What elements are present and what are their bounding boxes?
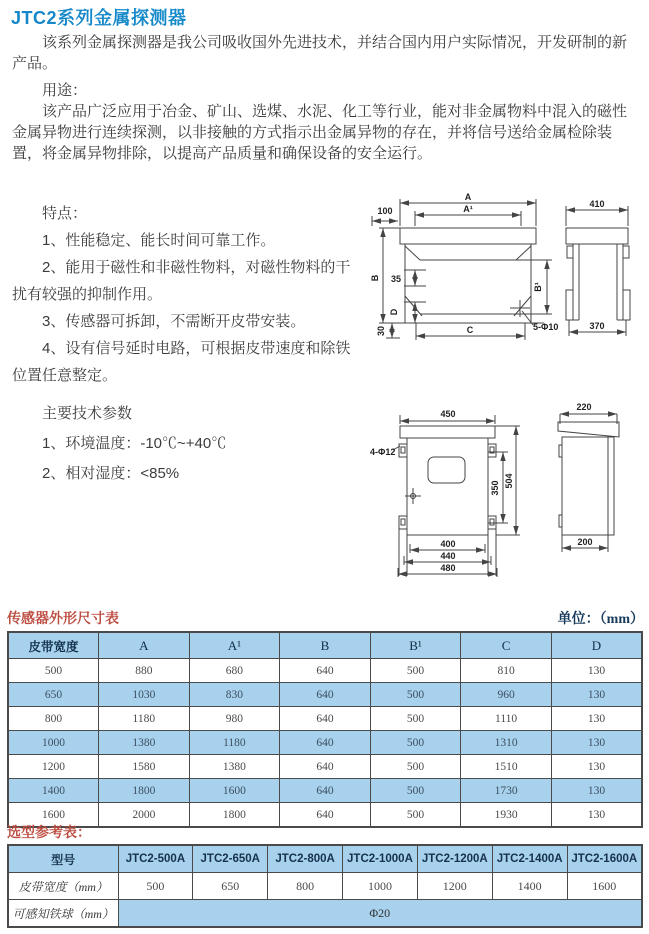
row-label-belt-width: 皮带宽度（mm） [8,873,118,900]
col-header-B: B [280,632,371,659]
dim-cell: 1200 [8,755,99,779]
dim-label-B1: B¹ [533,282,543,292]
sel-cell: 1400 [492,873,567,900]
dim-cell: 810 [461,659,552,683]
dim-cell: 500 [370,683,461,707]
dim-cell: 680 [189,659,280,683]
dim-cell: 1800 [99,779,190,803]
table-row [8,755,642,779]
features-block [12,200,362,389]
dim-cell: 980 [189,707,280,731]
table-row [8,683,642,707]
dim-cell: 130 [551,731,642,755]
dim-cell: 960 [461,683,552,707]
col-header-D: D [551,632,642,659]
intro-paragraph: 该系列金属探测器是我公司吸收国外先进技术，并结合国内用户实际情况，开发研制的新产品。 [12,35,628,72]
model-header: JTC2-500A [118,845,193,873]
dim-label-504: 504 [504,473,514,489]
usage-label: 用途： [42,83,88,99]
dim-label-holes: 5-Φ10 [533,322,559,332]
page-title: JTC2系列金属探测器 [11,8,187,28]
dim-cell: 2000 [99,803,190,828]
model-header: JTC2-650A [193,845,268,873]
sensor-side-view [566,199,630,336]
belt-width-row [8,873,642,900]
dim-cell: 1930 [461,803,552,828]
table-row [8,659,642,683]
dim-cell: 130 [551,779,642,803]
model-header: JTC2-800A [268,845,343,873]
sel-cell: 1000 [343,873,418,900]
col-header-A1: A¹ [189,632,280,659]
dim-label-30: 30 [376,325,386,337]
col-header-belt-width: 皮带宽度 [8,632,99,659]
features-heading: 特点： [42,205,88,222]
dim-cell: 800 [8,707,99,731]
tech-param-item: 1、环境温度：-10℃~+40℃ [42,435,227,452]
dim-label-B: B [370,274,380,282]
dim-cell: 1600 [189,779,280,803]
dim-label-370: 370 [589,321,605,331]
dim-label-holes: 4-Φ12 [370,447,396,457]
table-row [8,707,642,731]
dim-cell: 640 [280,803,371,828]
model-header: JTC2-1200A [417,845,492,873]
intro-block [12,33,640,165]
dim-cell: 500 [370,779,461,803]
dim-label-D: D [389,308,399,316]
dim-cell: 1580 [99,755,190,779]
model-selection-table [7,844,643,928]
model-header: JTC2-1400A [492,845,567,873]
dim-cell: 130 [551,659,642,683]
sel-cell: 800 [268,873,343,900]
dim-cell: 640 [280,659,371,683]
dim-cell: 1030 [99,683,190,707]
table-row [8,803,642,828]
dim-cell: 500 [370,659,461,683]
dim-label-100: 100 [377,206,393,216]
dim-cell: 1400 [8,779,99,803]
col-header-B1: B¹ [370,632,461,659]
dim-cell: 500 [370,755,461,779]
dim-cell: 1380 [189,755,280,779]
dim-label-220: 220 [576,402,592,412]
row-label-iron-ball: 可感知铁球（mm） [8,900,118,928]
sensor-front-view [388,228,544,323]
sel-cell: 1200 [417,873,492,900]
dim-cell: 640 [280,707,371,731]
dim-cell: 130 [551,683,642,707]
tech-param-item: 2、相对湿度：<85% [42,465,180,482]
feature-item: 2、能用于磁性和非磁性物料，对磁性物料的干扰有较强的抑制作用。 [12,259,351,303]
dim-label-450: 450 [440,409,456,419]
sensor-dimension-table [7,631,643,828]
inspection-window [428,457,465,483]
dim-label-410: 410 [589,199,605,209]
tech-params-heading: 主要技术参数 [42,405,133,422]
dim-cell: 1730 [461,779,552,803]
dim-cell: 1600 [8,803,99,828]
col-header-C: C [461,632,552,659]
dim-label-400: 400 [440,539,456,549]
dim-cell: 1180 [189,731,280,755]
dim-cell: 130 [551,803,642,828]
dim-cell: 1180 [99,707,190,731]
sel-cell: 650 [193,873,268,900]
dim-label-35: 35 [390,274,402,284]
dim-cell: 500 [370,803,461,828]
dim-cell: 640 [280,731,371,755]
dim-label-440: 440 [440,551,456,561]
dim-table-caption-row [7,608,644,628]
dim-label-350: 350 [490,480,500,496]
dim-table-header-row [8,632,642,659]
feature-item: 1、性能稳定、能长时间可靠工作。 [42,232,276,249]
dim-cell: 1310 [461,731,552,755]
dim-label-480: 480 [440,563,456,573]
col-header-A: A [99,632,190,659]
model-header: JTC2-1600A [567,845,642,873]
dim-cell: 640 [280,755,371,779]
dim-label-A1: A¹ [463,204,473,214]
table-row [8,731,642,755]
usage-paragraph: 该产品广泛应用于冶金、矿山、选煤、水泥、化工等行业，能对非金属物料中混入的磁性金属异物进行连续探测，以非接触的方式指示出金属异物的存在，并将信号送给金属检除装置，将金属异物排除，以提高产品质量和确保设备的安全运行。 [12,104,628,162]
dim-cell: 880 [99,659,190,683]
dim-cell: 1380 [99,731,190,755]
dim-cell: 130 [551,755,642,779]
tech-params-block [12,399,372,489]
dim-label-C: C [466,325,474,335]
ball-size-cell: Φ20 [118,900,642,928]
dim-cell: 500 [8,659,99,683]
unit-label: 单位：（mm） [557,612,644,627]
selection-table-header-row [8,845,642,873]
dim-table-caption: 传感器外形尺寸表 [7,610,119,626]
control-box-drawing [370,390,649,594]
box-front-dimensions [370,409,520,577]
col-header-model: 型号 [8,845,118,873]
dim-cell: 1000 [8,731,99,755]
model-header: JTC2-1000A [343,845,418,873]
dim-cell: 1110 [461,707,552,731]
sel-cell: 500 [118,873,193,900]
sel-cell: 1600 [567,873,642,900]
selection-table-caption: 选型参考表： [7,824,91,840]
dim-cell: 1510 [461,755,552,779]
dim-cell: 1800 [189,803,280,828]
table-row [8,779,642,803]
sensor-front-dimensions [370,192,558,340]
sensor-outline-drawing [370,190,647,367]
dim-cell: 650 [8,683,99,707]
feature-item: 3、传感器可拆卸，不需断开皮带安装。 [42,313,306,330]
feature-item: 4、设有信号延时电路，可根据皮带速度和除铁位置任意整定。 [12,340,351,384]
dim-label-A: A [464,192,472,202]
dim-label-200: 200 [577,537,593,547]
dim-cell: 130 [551,707,642,731]
iron-ball-row [8,900,642,928]
dim-cell: 830 [189,683,280,707]
dim-cell: 500 [370,731,461,755]
dim-cell: 640 [280,683,371,707]
dim-cell: 640 [280,779,371,803]
dim-cell: 500 [370,707,461,731]
box-side-view [558,402,619,552]
